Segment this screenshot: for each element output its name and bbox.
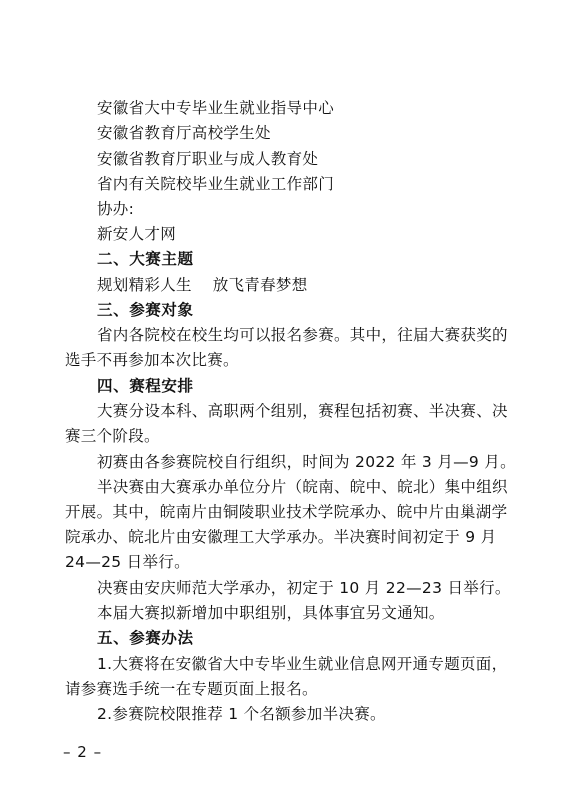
method-p1-line-1: 1.大赛将在安徽省大中专毕业生就业信息网开通专题页面， [97,655,508,673]
schedule-p2: 初赛由各参赛院校自行组织，时间为 2022 年 3 月—9 月。 [97,453,516,471]
participants-text-line-1: 省内各院校在校生均可以报名参赛。其中，往届大赛获奖的 [97,326,508,344]
organizer-line-2: 安徽省教育厅高校学生处 [97,124,271,142]
page-number: – 2 – [63,743,103,761]
method-p2: 2.参赛院校限推荐 1 个名额参加半决赛。 [97,705,386,723]
organizer-line-1: 安徽省大中专毕业生就业指导中心 [97,99,335,117]
schedule-p5: 本届大赛拟新增加中职组别，具体事宜另文通知。 [97,604,445,622]
theme-text: 规划精彩人生 放飞青春梦想 [97,276,308,294]
co-organizer-name: 新安人才网 [97,225,177,243]
schedule-p1-line-2: 赛三个阶段。 [65,427,160,445]
method-p1-line-2: 请参赛选手统一在专题页面上报名。 [65,680,318,698]
co-organizer-label: 协办: [97,200,135,218]
schedule-p3-line-3: 院承办、皖北片由安徽理工大学承办。半决赛时间初定于 9 月 [65,528,497,546]
section-heading-schedule: 四、赛程安排 [97,377,194,395]
schedule-p3-line-1: 半决赛由大赛承办单位分片（皖南、皖中、皖北）集中组织 [97,478,508,496]
schedule-p3-line-2: 开展。其中，皖南片由铜陵职业技术学院承办、皖中片由巢湖学 [65,503,508,521]
schedule-p1-line-1: 大赛分设本科、高职两个组别，赛程包括初赛、半决赛、决 [97,402,508,420]
organizer-line-3: 安徽省教育厅职业与成人教育处 [97,150,319,168]
section-heading-participants: 三、参赛对象 [97,301,194,319]
section-heading-theme: 二、大赛主题 [97,250,194,268]
schedule-p3-line-4: 24—25 日举行。 [65,553,190,571]
participants-text-line-2: 选手不再参加本次比赛。 [65,351,239,369]
section-heading-method: 五、参赛办法 [97,629,194,647]
schedule-p4: 决赛由安庆师范大学承办，初定于 10 月 22—23 日举行。 [97,579,511,597]
organizer-line-4: 省内有关院校毕业生就业工作部门 [97,175,335,193]
